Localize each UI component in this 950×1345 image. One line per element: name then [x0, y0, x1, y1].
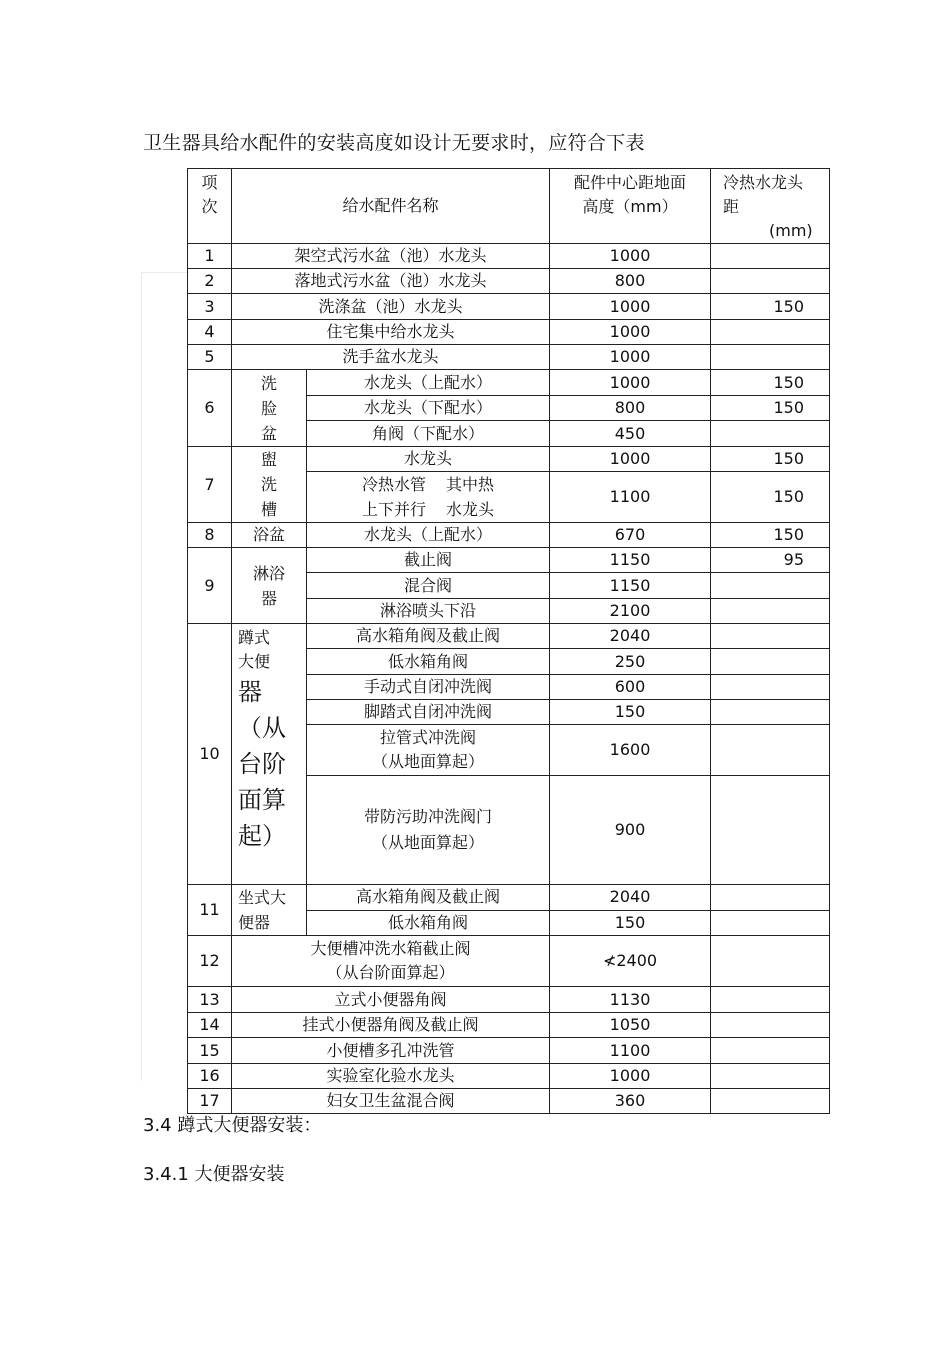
row-name: 实验室化验水龙头 — [232, 1064, 550, 1089]
row-number: 15 — [188, 1038, 232, 1064]
row-name: 低水箱角阀 — [307, 649, 550, 675]
row-name: 脚踏式自闭冲洗阀 — [307, 700, 550, 725]
row-distance — [711, 1013, 830, 1038]
row-distance — [711, 624, 830, 649]
row-height: 670 — [550, 523, 711, 548]
table-row — [188, 244, 830, 269]
table-row — [188, 1013, 830, 1038]
row-name: 高水箱角阀及截止阀 — [307, 624, 550, 649]
row-category: 淋浴 器 — [232, 548, 307, 624]
row-number: 13 — [188, 987, 232, 1013]
row-distance: 150 — [711, 447, 830, 472]
row-number: 7 — [188, 447, 232, 523]
row-name: 低水箱角阀 — [307, 910, 550, 936]
row-height: 2100 — [550, 599, 711, 624]
header-index: 项 次 — [188, 169, 232, 244]
row-height: 1100 — [550, 472, 711, 523]
row-category: 蹲式 大便 器 （从 台阶 面算 起） — [232, 624, 307, 885]
row-distance — [711, 675, 830, 700]
section-heading-3-4: 3.4 蹲式大便器安装： — [143, 1115, 322, 1136]
row-name: 立式小便器角阀 — [232, 987, 550, 1013]
row-height: 150 — [550, 700, 711, 725]
row-name: 角阀（下配水） — [307, 421, 550, 447]
row-height: 800 — [550, 396, 711, 421]
row-name: 架空式污水盆（池）水龙头 — [232, 244, 550, 269]
row-name: 高水箱角阀及截止阀 — [307, 885, 550, 911]
row-distance: 150 — [711, 523, 830, 548]
row-height: 150 — [550, 910, 711, 936]
row-distance — [711, 244, 830, 269]
table-row — [188, 345, 830, 370]
row-distance: 95 — [711, 548, 830, 573]
table-row — [188, 370, 830, 396]
row-number: 17 — [188, 1089, 232, 1114]
row-height: 1000 — [550, 1064, 711, 1089]
row-number: 5 — [188, 345, 232, 370]
row-height: 1100 — [550, 1038, 711, 1064]
row-distance — [711, 599, 830, 624]
table-row — [188, 294, 830, 320]
row-height: 2040 — [550, 885, 711, 911]
row-height: 1000 — [550, 370, 711, 396]
table-row — [188, 987, 830, 1013]
row-height: 360 — [550, 1089, 711, 1114]
row-height: 1000 — [550, 345, 711, 370]
row-distance: 150 — [711, 370, 830, 396]
table-row — [188, 1038, 830, 1064]
row-category: 坐式大 便器 — [232, 885, 307, 936]
row-name: 小便槽多孔冲洗管 — [232, 1038, 550, 1064]
row-distance: 150 — [711, 472, 830, 523]
row-distance — [711, 269, 830, 294]
row-height: 1150 — [550, 548, 711, 573]
row-height: 800 — [550, 269, 711, 294]
row-name: 冷热水管 上下并行 其中热 水龙头 — [307, 472, 550, 523]
row-name: 水龙头（上配水） — [307, 370, 550, 396]
table-row — [188, 1064, 830, 1089]
table-row — [188, 936, 830, 987]
row-height: 1150 — [550, 573, 711, 599]
row-height: 2040 — [550, 624, 711, 649]
row-name: 淋浴喷头下沿 — [307, 599, 550, 624]
row-name: 住宅集中给水龙头 — [232, 320, 550, 345]
row-number: 3 — [188, 294, 232, 320]
row-height: ≮2400 — [550, 936, 711, 987]
table-header-row — [188, 169, 830, 244]
header-name: 给水配件名称 — [232, 169, 550, 244]
row-height: 1000 — [550, 320, 711, 345]
row-distance — [711, 345, 830, 370]
row-distance — [711, 987, 830, 1013]
row-name: 拉管式冲洗阀 （从地面算起） — [307, 725, 550, 776]
table-row — [188, 885, 830, 911]
row-distance — [711, 700, 830, 725]
row-height: 1000 — [550, 447, 711, 472]
row-height: 250 — [550, 649, 711, 675]
row-distance — [711, 1038, 830, 1064]
row-distance — [711, 885, 830, 911]
section-heading-3-4-1: 3.4.1 大便器安装 — [143, 1164, 285, 1185]
row-name: 水龙头（下配水） — [307, 396, 550, 421]
table-row — [188, 269, 830, 294]
row-number: 10 — [188, 624, 232, 885]
row-name: 妇女卫生盆混合阀 — [232, 1089, 550, 1114]
row-distance — [711, 776, 830, 885]
row-height: 450 — [550, 421, 711, 447]
table-row — [188, 624, 830, 649]
row-category: 盥 洗 槽 — [232, 447, 307, 523]
row-number: 16 — [188, 1064, 232, 1089]
row-distance: 150 — [711, 294, 830, 320]
row-name: 落地式污水盆（池）水龙头 — [232, 269, 550, 294]
row-distance — [711, 573, 830, 599]
table-row — [188, 447, 830, 472]
table-row — [188, 548, 830, 573]
header-distance: 冷热水龙头距 (mm) — [711, 169, 830, 244]
row-number: 9 — [188, 548, 232, 624]
row-name: 截止阀 — [307, 548, 550, 573]
header-height: 配件中心距地面 高度（mm） — [550, 169, 711, 244]
row-distance — [711, 421, 830, 447]
row-number: 4 — [188, 320, 232, 345]
faint-outline — [141, 272, 189, 1081]
table-row — [188, 1089, 830, 1114]
row-number: 14 — [188, 1013, 232, 1038]
row-number: 8 — [188, 523, 232, 548]
row-name: 洗手盆水龙头 — [232, 345, 550, 370]
row-number: 11 — [188, 885, 232, 936]
row-name: 大便槽冲洗水箱截止阀 （从台阶面算起） — [232, 936, 550, 987]
fixture-height-table — [187, 168, 813, 1110]
row-category: 浴盆 — [232, 523, 307, 548]
row-distance — [711, 1064, 830, 1089]
row-number: 6 — [188, 370, 232, 447]
row-name: 水龙头（上配水） — [307, 523, 550, 548]
row-name: 带防污助冲洗阀门 （从地面算起） — [307, 776, 550, 885]
row-distance — [711, 725, 830, 776]
row-height: 1600 — [550, 725, 711, 776]
row-height: 900 — [550, 776, 711, 885]
intro-paragraph: 卫生器具给水配件的安装高度如设计无要求时，应符合下表 — [143, 132, 645, 154]
row-height: 1000 — [550, 244, 711, 269]
row-number: 12 — [188, 936, 232, 987]
row-distance — [711, 936, 830, 987]
row-name: 挂式小便器角阀及截止阀 — [232, 1013, 550, 1038]
row-name: 手动式自闭冲洗阀 — [307, 675, 550, 700]
table-row — [188, 320, 830, 345]
row-distance — [711, 1089, 830, 1114]
row-height: 1000 — [550, 294, 711, 320]
row-height: 600 — [550, 675, 711, 700]
row-name: 水龙头 — [307, 447, 550, 472]
row-name: 洗涤盆（池）水龙头 — [232, 294, 550, 320]
row-height: 1050 — [550, 1013, 711, 1038]
row-number: 1 — [188, 244, 232, 269]
row-distance — [711, 910, 830, 936]
table-row — [188, 523, 830, 548]
row-distance: 150 — [711, 396, 830, 421]
row-number: 2 — [188, 269, 232, 294]
row-height: 1130 — [550, 987, 711, 1013]
row-name: 混合阀 — [307, 573, 550, 599]
row-category: 洗 脸 盆 — [232, 370, 307, 447]
row-distance — [711, 649, 830, 675]
row-distance — [711, 320, 830, 345]
